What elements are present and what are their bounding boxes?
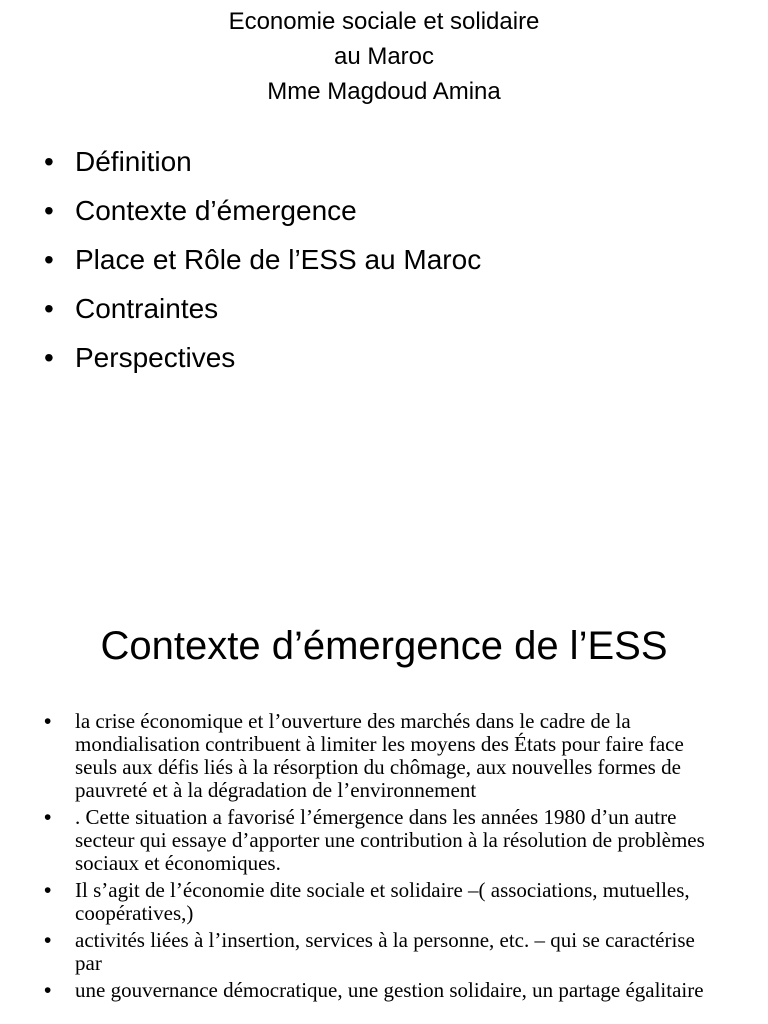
agenda-item-label: Contexte d’émergence [75,195,357,226]
bullet-icon: • [44,879,52,902]
list-item [0,806,715,875]
list-item-text: . Cette situation a favorisé l’émergence dans les années 1980 d’un autre secteur qui essaye d’apporter une contribution à la résolution de problèmes sociaux et économiques. [75,805,705,875]
agenda-item [0,235,481,284]
bullet-icon: • [44,146,54,177]
list-item [0,879,715,925]
slide-2 [0,580,768,1024]
bullet-icon: • [44,195,54,226]
title-line-3: Mme Magdoud Amina [267,78,501,105]
list-item [0,979,715,1002]
title-line-2: au Maroc [333,43,435,70]
list-item-text: Il s’agit de l’économie dite sociale et solidaire –( associations, mutuelles, coopératives,) [75,878,690,925]
agenda-item-label: Définition [75,146,192,177]
bullet-icon: • [44,342,54,373]
bullet-icon: • [44,293,54,324]
agenda-item [0,284,481,333]
slide-2-title: Contexte d’émergence de l’ESS [100,624,668,668]
bullet-icon: • [44,979,52,1002]
agenda-item [0,186,481,235]
agenda-list [0,137,481,382]
bullet-icon: • [44,929,52,952]
context-list [0,710,715,1006]
list-item-text: la crise économique et l’ouverture des marchés dans le cadre de la mondialisation contribuent à limiter les moyens des États pour faire face seuls aux défis liés à la résorption du chômage, aux nouvelles formes de pauvreté et à la dégradation de l’environnement [75,709,684,802]
agenda-item-label: Perspectives [75,342,236,373]
list-item-text: une gouvernance démocratique, une gestion solidaire, un partage égalitaire [75,978,704,1002]
agenda-item-label: Place et Rôle de l’ESS au Maroc [75,244,482,275]
list-item [0,929,715,975]
slide-title [0,4,768,109]
bullet-icon: • [44,710,52,733]
list-item [0,710,715,802]
agenda-item [0,333,481,382]
title-line-1: Economie sociale et solidaire [228,8,540,35]
agenda-item [0,137,481,186]
bullet-icon: • [44,806,52,829]
agenda-item-label: Contraintes [75,293,219,324]
bullet-icon: • [44,244,54,275]
list-item-text: activités liées à l’insertion, services à la personne, etc. – qui se caractérise par [75,928,695,975]
